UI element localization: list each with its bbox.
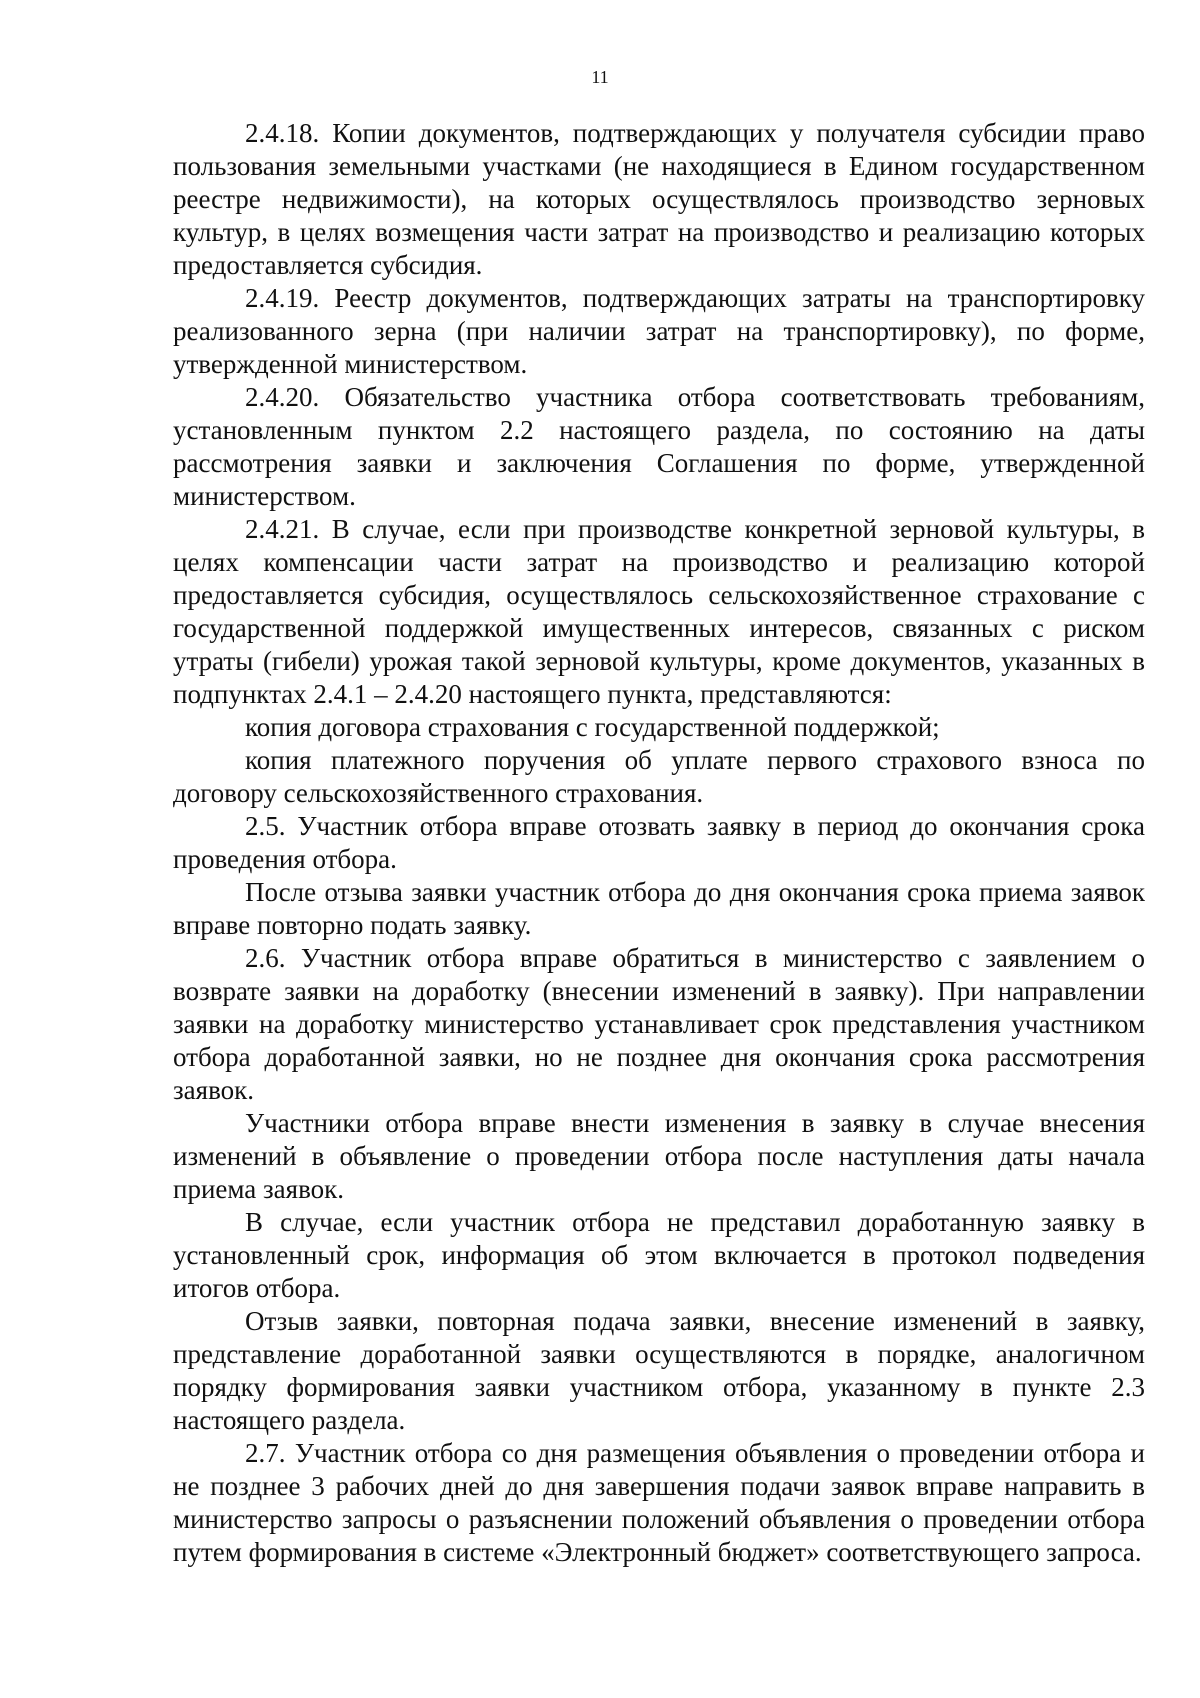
paragraph-2-4-19: 2.4.19. Реестр документов, подтверждающих затраты на транспортировку реализованного зерна (при наличии затрат на транспортировку), по форме, утвержденной министерством. [173, 283, 1145, 379]
paragraph-withdrawal-procedure: Отзыв заявки, повторная подача заявки, внесение изменений в заявку, представление доработанной заявки осуществляются в порядке, аналогичном порядку формирования заявки участником отбора, указанному в пункте 2.3 настоящего раздела. [173, 1306, 1145, 1435]
paragraph-2-7: 2.7. Участник отбора со дня размещения объявления о проведении отбора и не позднее 3 рабочих дней до дня завершения подачи заявок вправе направить в министерство запросы о разъяснении положений объявления о проведении отбора путем формирования в системе «Электронный бюджет» соответствующего запроса. [173, 1438, 1145, 1567]
paragraph-not-submitted-revision: В случае, если участник отбора не представил доработанную заявку в установленный срок, информация об этом включается в протокол подведения итогов отбора. [173, 1207, 1145, 1303]
page-number: 11 [591, 67, 609, 87]
paragraph-insurance-contract-copy: копия договора страхования с государственной поддержкой; [245, 712, 940, 742]
paragraph-2-4-20: 2.4.20. Обязательство участника отбора соответствовать требованиям, установленным пунктом 2.2 настоящего раздела, по состоянию на даты рассмотрения заявки и заключения Соглашения по форме, утвержденной министерством. [173, 382, 1145, 511]
paragraph-2-4-18: 2.4.18. Копии документов, подтверждающих у получателя субсидии право пользования земельными участками (не находящиеся в Едином государственном реестре недвижимости), на которых осуществлялось производство зерновых культур, в целях возмещения части затрат на производство и реализацию которых предоставляется субсидия. [173, 118, 1145, 280]
paragraph-resubmission: После отзыва заявки участник отбора до дня окончания срока приема заявок вправе повторно подать заявку. [173, 877, 1145, 940]
paragraph-2-5: 2.5. Участник отбора вправе отозвать заявку в период до окончания срока проведения отбора. [173, 811, 1145, 874]
paragraph-2-4-21: 2.4.21. В случае, если при производстве конкретной зерновой культуры, в целях компенсации части затрат на производство и реализацию которой предоставляется субсидия, осуществлялось сельскохозяйственное страхование с государственной поддержкой имущественных интересов, связанных с риском утраты (гибели) урожая такой зерновой культуры, кроме документов, указанных в подпунктах 2.4.1 – 2.4.20 настоящего пункта, представляются: [173, 514, 1145, 709]
paragraph-payment-order-copy: копия платежного поручения об уплате первого страхового взноса по договору сельскохозяйственного страхования. [173, 745, 1145, 808]
paragraph-2-6: 2.6. Участник отбора вправе обратиться в министерство с заявлением о возврате заявки на доработку (внесении изменений в заявку). При направлении заявки на доработку министерство устанавливает срок представления участником отбора доработанной заявки, но не позднее дня окончания срока рассмотрения заявок. [173, 943, 1145, 1105]
paragraph-changes-to-application: Участники отбора вправе внести изменения в заявку в случае внесения изменений в объявление о проведении отбора после наступления даты начала приема заявок. [173, 1108, 1145, 1204]
document-body [173, 117, 1145, 1569]
